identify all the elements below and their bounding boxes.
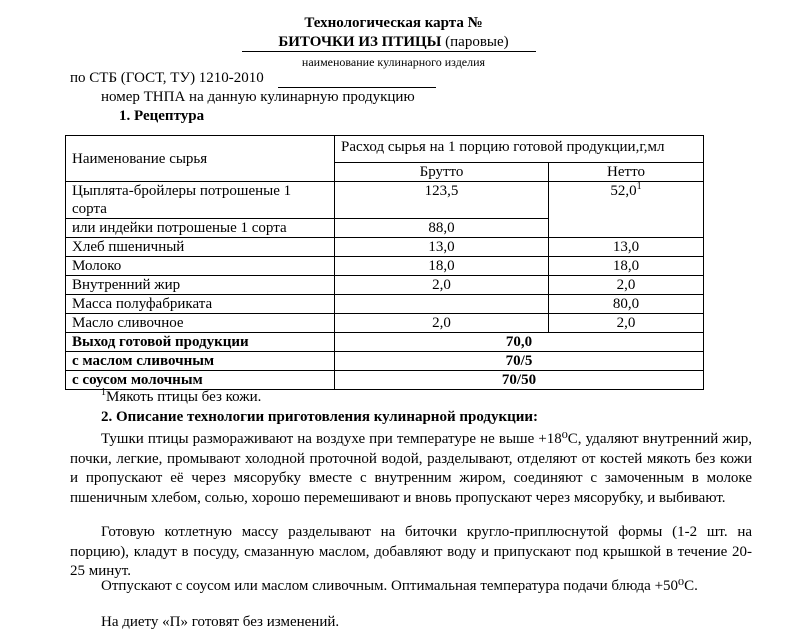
ingredient-gross xyxy=(335,295,549,314)
standard-underline xyxy=(278,87,436,88)
ingredient-gross: 88,0 xyxy=(335,219,549,238)
ingredient-name: Масса полуфабриката xyxy=(66,295,335,314)
ingredient-name: Цыплята-бройлеры потрошеные 1 сорта xyxy=(66,182,335,219)
paragraph-2: Готовую котлетную массу разделывают на биточки кругло-приплюснутой формы (1-2 шт. на порцию), кладут в посуду, смазанную маслом, добавляют воду и припускают под крышкой в течение 20-25 минут. xyxy=(70,524,752,579)
yield-row xyxy=(66,333,704,352)
ingredient-net: 2,0 xyxy=(549,314,704,333)
table-header-row xyxy=(66,136,704,163)
dish-title xyxy=(0,34,787,51)
yield-row xyxy=(66,371,704,390)
yield-label: с соусом молочным xyxy=(66,371,335,390)
col-net-header: Нетто xyxy=(549,163,704,182)
ingredient-net: 80,0 xyxy=(549,295,704,314)
yield-label: с маслом сливочным xyxy=(66,352,335,371)
ingredient-gross: 13,0 xyxy=(335,238,549,257)
ingredient-name: или индейки потрошеные 1 сорта xyxy=(66,219,335,238)
yield-row xyxy=(66,352,704,371)
paragraph-3: Отпускают с соусом или маслом сливочным. Оптимальная температура подачи блюда +50⁰С. xyxy=(101,578,698,594)
table-row xyxy=(66,295,704,314)
ingredient-net: 2,0 xyxy=(549,276,704,295)
paragraph-4: На диету «П» готовят без изменений. xyxy=(101,614,340,630)
ingredient-name: Масло сливочное xyxy=(66,314,335,333)
ingredient-net: 18,0 xyxy=(549,257,704,276)
ingredient-net xyxy=(549,182,704,238)
paragraph-1: Тушки птицы размораживают на воздухе при температуре не выше +18⁰С, удаляют внутренний жир, почки, легкие, промывают холодной проточной водой, разделывают, отделяют от костей мякоть без кожи и пропускают её через мясорубку вместе с внутренним жиром, соединяют с замоченным в молоке пшеничным хлебом, солью, хорошо перемешивают и вновь пропускают через мясорубку, и выбивают. xyxy=(70,431,752,506)
ingredient-gross: 2,0 xyxy=(335,276,549,295)
table-row xyxy=(66,314,704,333)
standard-caption: номер ТНПА на данную кулинарную продукцию xyxy=(101,89,415,105)
table-row xyxy=(66,276,704,295)
dish-name-underline xyxy=(242,51,536,52)
ingredient-gross: 123,5 xyxy=(335,182,549,219)
dish-name: БИТОЧКИ ИЗ ПТИЦЫ xyxy=(278,34,442,50)
ingredient-name: Молоко xyxy=(66,257,335,276)
table-row xyxy=(66,257,704,276)
col-gross-header: Брутто xyxy=(335,163,549,182)
recipe-table xyxy=(65,135,704,390)
table-row xyxy=(66,238,704,257)
yield-value: 70/5 xyxy=(335,352,704,371)
card-title: Технологическая карта № xyxy=(304,15,483,31)
yield-value: 70/50 xyxy=(335,371,704,390)
yield-label: Выход готовой продукции xyxy=(66,333,335,352)
section2-heading: 2. Описание технологии приготовления кулинарной продукции: xyxy=(101,409,539,425)
dish-name-caption: наименование кулинарного изделия xyxy=(301,55,486,69)
ingredient-gross: 18,0 xyxy=(335,257,549,276)
yield-value: 70,0 xyxy=(335,333,704,352)
table-row xyxy=(66,182,704,219)
ingredient-gross: 2,0 xyxy=(335,314,549,333)
ingredient-net: 13,0 xyxy=(549,238,704,257)
col-consumption-header: Расход сырья на 1 порцию готовой продукции,г,мл xyxy=(335,136,704,163)
footnote-text: Мякоть птицы без кожи. xyxy=(106,389,262,405)
dish-variant: (паровые) xyxy=(445,34,509,50)
ingredient-net-value: 52,0 xyxy=(610,183,637,199)
footnote xyxy=(101,389,261,406)
col-name-header: Наименование сырья xyxy=(66,136,335,182)
footnote-mark: 1 xyxy=(636,181,642,192)
ingredient-name: Внутренний жир xyxy=(66,276,335,295)
section1-heading: 1. Рецептура xyxy=(119,108,205,124)
standard-line: по СТБ (ГОСТ, ТУ) 1210-2010 xyxy=(70,70,264,86)
footnote-number: 1 xyxy=(101,387,106,398)
ingredient-name: Хлеб пшеничный xyxy=(66,238,335,257)
